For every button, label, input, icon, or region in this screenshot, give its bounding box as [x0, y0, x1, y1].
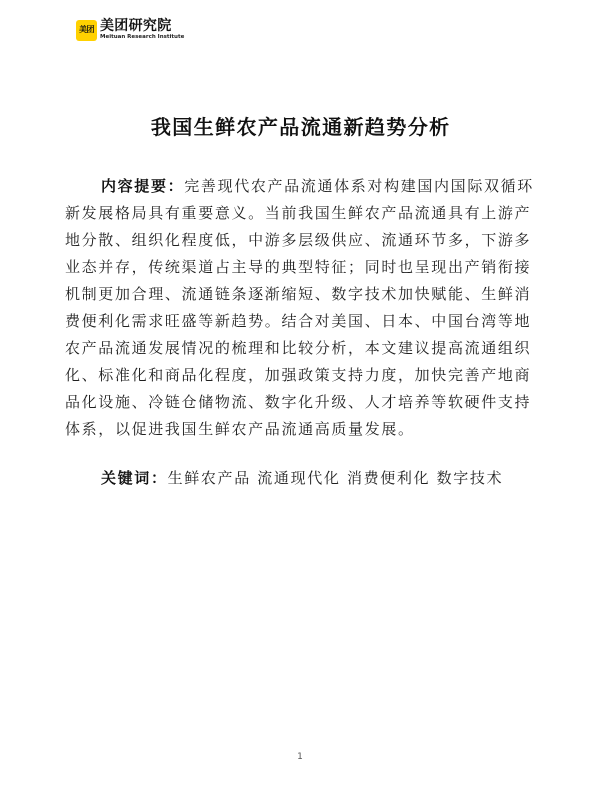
- keywords-text: 生鲜农产品 流通现代化 消费便利化 数字技术: [167, 468, 504, 487]
- abstract-line: 业态并存，传统渠道占主导的典型特征；同时也呈现出产销衔接: [65, 257, 532, 276]
- abstract-line: 机制更加合理、流通链条逐渐缩短、数字技术加快赋能、生鲜消: [65, 284, 532, 303]
- abstract-text: 完善现代农产品流通体系对构建国内国际双循环: [184, 176, 534, 195]
- abstract-line: [65, 173, 535, 200]
- page-number: 1: [297, 752, 303, 762]
- abstract-line: 新发展格局具有重要意义。当前我国生鲜农产品流通具有上游产: [65, 203, 532, 222]
- logo-mark: 美团: [76, 20, 97, 41]
- org-name-cn: 美团研究院: [100, 18, 172, 34]
- keywords: [101, 465, 503, 492]
- abstract-line: 地分散、组织化程度低，中游多层级供应、流通环节多，下游多: [65, 230, 532, 249]
- abstract: [65, 173, 535, 443]
- abstract-label: 内容提要：: [101, 176, 185, 195]
- org-name-en: Meituan Research Institute: [100, 34, 185, 40]
- abstract-line: 化、标准化和商品化程度，加强政策支持力度，加快完善产地商: [65, 365, 532, 384]
- abstract-line: 体系，以促进我国生鲜农产品流通高质量发展。: [65, 419, 415, 438]
- keywords-label: 关键词：: [101, 468, 168, 487]
- abstract-line: 费便利化需求旺盛等新趋势。结合对美国、日本、中国台湾等地: [65, 311, 532, 330]
- org-logo: [76, 19, 184, 41]
- abstract-line: 品化设施、冷链仓储物流、数字化升级、人才培养等软硬件支持: [65, 392, 532, 411]
- document-title: 我国生鲜农产品流通新趋势分析: [150, 115, 451, 139]
- logo-text: [100, 19, 184, 41]
- abstract-line: 农产品流通发展情况的梳理和比较分析，本文建议提高流通组织: [65, 338, 532, 357]
